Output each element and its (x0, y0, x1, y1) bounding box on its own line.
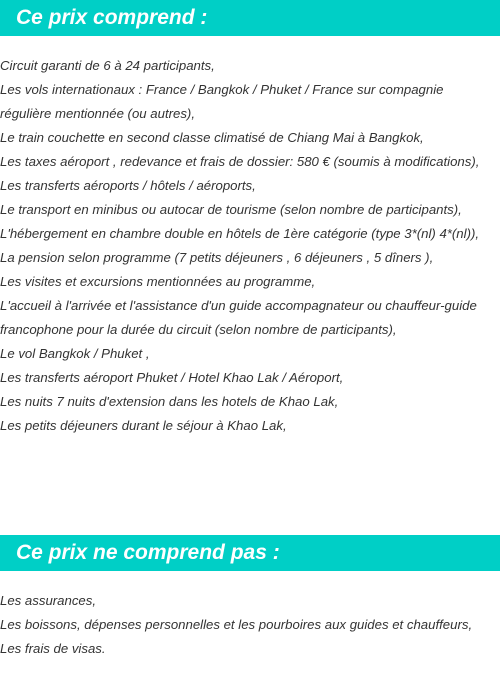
list-item: Les frais de visas. (0, 641, 106, 656)
list-item: L'hébergement en chambre double en hôtels de 1ère catégorie (type 3*(nl) 4*(nl)), (0, 226, 480, 241)
excludes-section-header (0, 535, 500, 571)
list-item: Les boissons, dépenses personnelles et les pourboires aux guides et chauffeurs, (0, 617, 473, 632)
list-item: Les nuits 7 nuits d'extension dans les hotels de Khao Lak, (0, 394, 339, 409)
includes-list (0, 54, 500, 438)
list-item: Circuit garanti de 6 à 24 participants, (0, 58, 215, 73)
list-item: L'accueil à l'arrivée et l'assistance d'un guide accompagnateur ou chauffeur-guide francophone pour la durée du circuit (selon nombre de participants), (0, 298, 477, 337)
list-item: Le vol Bangkok / Phuket , (0, 346, 150, 361)
excludes-section-title: Ce prix ne comprend pas : (16, 541, 280, 564)
includes-section-title: Ce prix comprend : (16, 6, 208, 29)
list-item: Les vols internationaux : France / Bangkok / Phuket / France sur compagnie régulière mentionnée (ou autres), (0, 82, 444, 121)
includes-section-header (0, 0, 500, 36)
list-item: Les visites et excursions mentionnées au programme, (0, 274, 316, 289)
list-item: La pension selon programme (7 petits déjeuners , 6 déjeuners , 5 dîners ), (0, 250, 434, 265)
list-item: Le train couchette en second classe climatisé de Chiang Mai à Bangkok, (0, 130, 424, 145)
list-item: Les assurances, (0, 593, 97, 608)
list-item: Les petits déjeuners durant le séjour à Khao Lak, (0, 418, 287, 433)
list-item: Les transferts aéroports / hôtels / aéroports, (0, 178, 256, 193)
list-item: Les transferts aéroport Phuket / Hotel Khao Lak / Aéroport, (0, 370, 344, 385)
list-item: Les taxes aéroport , redevance et frais de dossier: 580 € (soumis à modifications), (0, 154, 480, 169)
list-item: Le transport en minibus ou autocar de tourisme (selon nombre de participants), (0, 202, 462, 217)
excludes-list (0, 589, 500, 661)
